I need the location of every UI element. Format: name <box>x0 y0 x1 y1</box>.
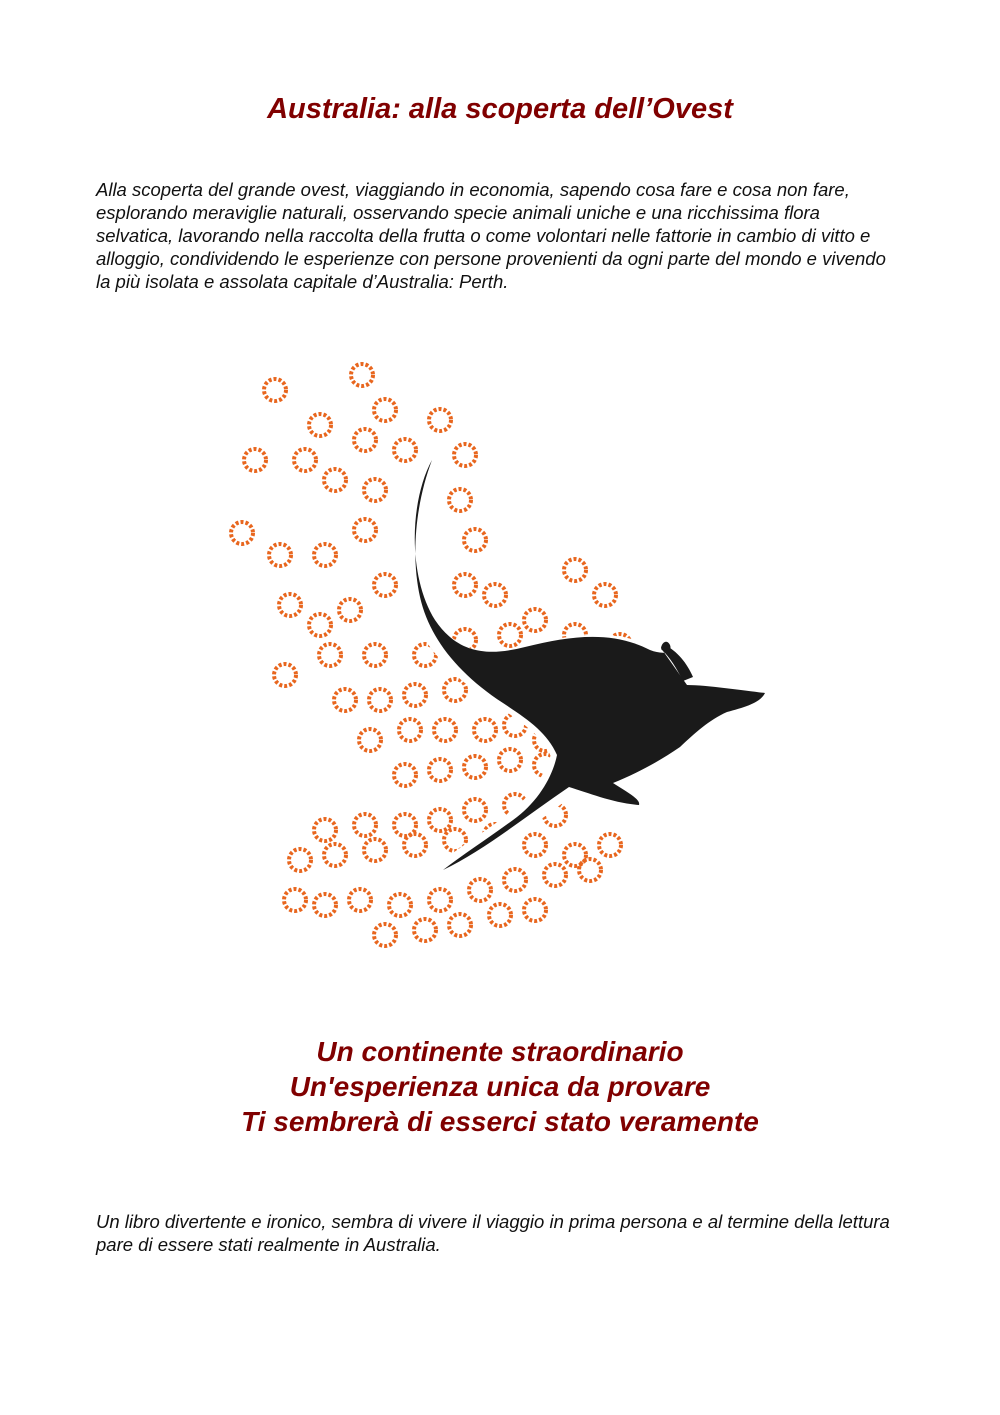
dot <box>359 729 381 751</box>
dot <box>284 889 306 911</box>
dot <box>434 719 456 741</box>
dot <box>374 574 396 596</box>
dot <box>334 689 356 711</box>
dot <box>354 429 376 451</box>
dot <box>349 889 371 911</box>
dot <box>544 864 566 886</box>
dot <box>364 839 386 861</box>
dot <box>314 819 336 841</box>
dot <box>351 364 373 386</box>
dot <box>369 689 391 711</box>
dot <box>504 869 526 891</box>
dot <box>364 644 386 666</box>
dot <box>274 664 296 686</box>
dot <box>454 574 476 596</box>
closing-paragraph: Un libro divertente e ironico, sembra di vivere il viaggio in prima persona e al termine della lettura pare di essere stati realmente in Australia. <box>96 1211 890 1255</box>
dot <box>244 449 266 471</box>
dot <box>464 799 486 821</box>
dot <box>394 814 416 836</box>
dot <box>429 809 451 831</box>
dot <box>394 764 416 786</box>
dot <box>264 379 286 401</box>
dot <box>449 489 471 511</box>
dot <box>454 444 476 466</box>
taglines <box>0 1034 1000 1139</box>
dot <box>354 519 376 541</box>
dot <box>324 844 346 866</box>
dot <box>579 859 601 881</box>
dot <box>309 414 331 436</box>
tagline: Ti sembrerà di esserci stato veramente <box>241 1106 759 1137</box>
dot <box>354 814 376 836</box>
dot <box>499 749 521 771</box>
dot <box>404 684 426 706</box>
dot <box>524 834 546 856</box>
dot <box>314 894 336 916</box>
dot <box>339 599 361 621</box>
dot <box>429 759 451 781</box>
dot <box>394 439 416 461</box>
dot <box>444 679 466 701</box>
dot <box>324 469 346 491</box>
dot <box>464 756 486 778</box>
dot <box>524 609 546 631</box>
dot <box>374 399 396 421</box>
dot <box>374 924 396 946</box>
page-title: Australia: alla scoperta dell’Ovest <box>267 93 733 125</box>
dot <box>449 914 471 936</box>
dot <box>314 544 336 566</box>
dot <box>389 894 411 916</box>
tagline: Un continente straordinario <box>316 1036 684 1067</box>
dot <box>489 904 511 926</box>
dot <box>599 834 621 856</box>
dot <box>319 644 341 666</box>
dot <box>594 584 616 606</box>
dot <box>289 849 311 871</box>
kangaroo-logo <box>225 355 785 955</box>
dot <box>429 409 451 431</box>
dot <box>564 559 586 581</box>
dot <box>464 529 486 551</box>
dot <box>364 479 386 501</box>
dot <box>524 899 546 921</box>
intro-paragraph: Alla scoperta del grande ovest, viaggiando in economia, sapendo cosa fare e cosa non fare, esplorando meraviglie naturali, osservando specie animali uniche e una ricchissima flora selvatica, lavorando nella raccolta della frutta o come volontari nelle fattorie in cambio di vitto e alloggio, condividendo le esperienze con persone provenienti da ogni parte del mondo e vivendo la più isolata e assolata capitale d’Australia: Perth. <box>96 179 886 292</box>
dot <box>474 719 496 741</box>
dot <box>309 614 331 636</box>
dot <box>269 544 291 566</box>
dot <box>429 889 451 911</box>
dot <box>414 919 436 941</box>
dot <box>484 584 506 606</box>
dot <box>279 594 301 616</box>
dot <box>404 834 426 856</box>
dot <box>399 719 421 741</box>
dot <box>469 879 491 901</box>
dot <box>231 522 253 544</box>
dot <box>499 624 521 646</box>
dot <box>294 449 316 471</box>
kangaroo-icon <box>225 355 785 955</box>
tagline: Un'esperienza unica da provare <box>289 1071 711 1102</box>
